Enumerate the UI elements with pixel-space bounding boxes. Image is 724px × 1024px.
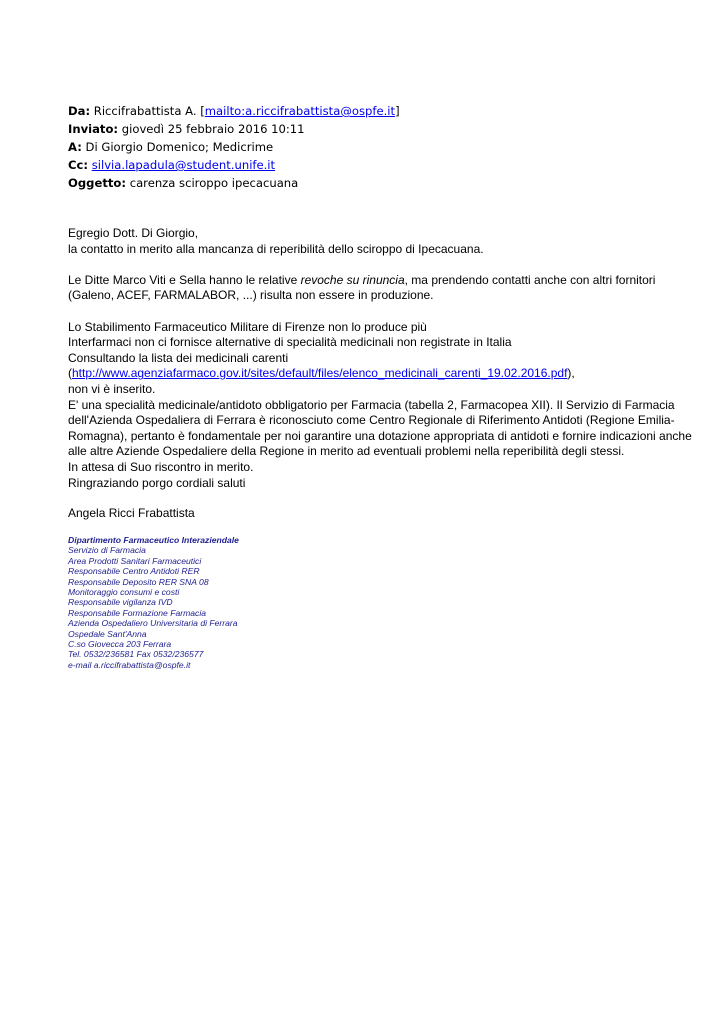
interfarmaci-line: Interfarmaci non ci fornisce alternative di specialità medicinali non registrate in Italia bbox=[68, 335, 512, 350]
aifa-link-line bbox=[68, 366, 698, 382]
antidote-paragraph: E' una specialità medicinale/antidoto obbligatorio per Farmacia (tabella 2, Farmacopea XII). Il Servizio di Farmacia dell'Azienda Ospedaliera di Ferrara è riconosciuto come Centro Regionale di Riferimento Antidoti (Regione Emilia-Romagna), pertanto è fondamentale per noi garantire una dotazione appropriata di antidoti e fornire indicazioni anche alle altre Aziende Ospedaliere della Regione in merito ad eventuali problemi nella reperibilità degli stessi. bbox=[68, 397, 692, 459]
signature-line: Ospedale Sant'Anna bbox=[68, 628, 147, 639]
to-label: A: bbox=[68, 140, 82, 154]
subject-value: carenza sciroppo ipecacuana bbox=[129, 176, 299, 190]
signature-line: Azienda Ospedaliero Universitaria di Ferrara bbox=[68, 618, 238, 629]
signature-line: Dipartimento Farmaceutico Interaziendale bbox=[68, 535, 239, 545]
suppliers-paragraph bbox=[68, 273, 698, 304]
sent-row bbox=[68, 120, 400, 138]
cc-label: Cc: bbox=[68, 158, 89, 172]
signature-line: Responsabile vigilanza IVD bbox=[68, 597, 173, 608]
awaiting-line: In attesa di Suo riscontro in merito. bbox=[68, 459, 254, 474]
thanks-line: Ringraziando porgo cordiali saluti bbox=[68, 475, 246, 490]
intro-line: la contatto in merito alla mancanza di reperibilità dello sciroppo di Ipecacuana. bbox=[68, 241, 484, 256]
suppliers-italic: revoche su rinuncia bbox=[300, 272, 405, 287]
signature-line: Responsabile Centro Antidoti RER bbox=[68, 566, 200, 577]
military-line: Lo Stabilimento Farmaceutico Militare di Firenze non lo produce più bbox=[68, 319, 427, 334]
signature-block bbox=[68, 535, 239, 670]
sent-value: giovedì 25 febbraio 2016 10:11 bbox=[121, 122, 305, 136]
signature-line: Monitoraggio consumi e costi bbox=[68, 587, 180, 598]
from-row bbox=[68, 102, 400, 120]
cc-link[interactable]: silvia.lapadula@student.unife.it bbox=[91, 158, 276, 172]
link-close: ), bbox=[567, 366, 575, 381]
email-body bbox=[68, 226, 698, 491]
not-listed-line: non vi è inserito. bbox=[68, 381, 156, 396]
from-name: Riccifrabattista A. [ bbox=[93, 104, 205, 118]
email-header bbox=[68, 102, 400, 192]
to-value: Di Giorgio Domenico; Medicrime bbox=[85, 140, 274, 154]
cc-row bbox=[68, 156, 400, 174]
subject-label: Oggetto: bbox=[68, 176, 127, 190]
signature-name: Angela Ricci Frabattista bbox=[68, 506, 195, 520]
signature-line: Tel. 0532/236581 Fax 0532/236577 bbox=[68, 649, 204, 660]
consulting-line: Consultando la lista dei medicinali carenti bbox=[68, 350, 289, 365]
aifa-link[interactable]: http://www.agenziafarmaco.gov.it/sites/default/files/elenco_medicinali_carenti_19.02.2016.pdf bbox=[72, 366, 568, 381]
link-open: ( bbox=[68, 366, 72, 381]
signature-line: Responsabile Deposito RER SNA 08 bbox=[68, 576, 209, 587]
from-mailto-link[interactable]: mailto:a.riccifrabattista@ospfe.it bbox=[204, 104, 396, 118]
suppliers-text-b: , ma prendendo contatti anche con altri fornitori (Galeno, ACEF, FARMALABOR, ...) risulta non essere in produzione. bbox=[68, 272, 656, 303]
sent-label: Inviato: bbox=[68, 122, 119, 136]
signature-line: e-mail a.riccifrabattista@ospfe.it bbox=[68, 659, 191, 670]
signature-line: C.so Giovecca 203 Ferrara bbox=[68, 639, 172, 650]
to-row bbox=[68, 138, 400, 156]
signature-line: Area Prodotti Sanitari Farmaceutici bbox=[68, 555, 202, 566]
subject-row bbox=[68, 174, 400, 192]
signature-line: Responsabile Formazione Farmacia bbox=[68, 607, 207, 618]
signature-line: Servizio di Farmacia bbox=[68, 545, 146, 556]
greeting: Egregio Dott. Di Giorgio, bbox=[68, 226, 199, 240]
from-close: ] bbox=[395, 104, 400, 118]
suppliers-text-a: Le Ditte Marco Viti e Sella hanno le relative bbox=[68, 272, 301, 287]
from-label: Da: bbox=[68, 104, 91, 118]
